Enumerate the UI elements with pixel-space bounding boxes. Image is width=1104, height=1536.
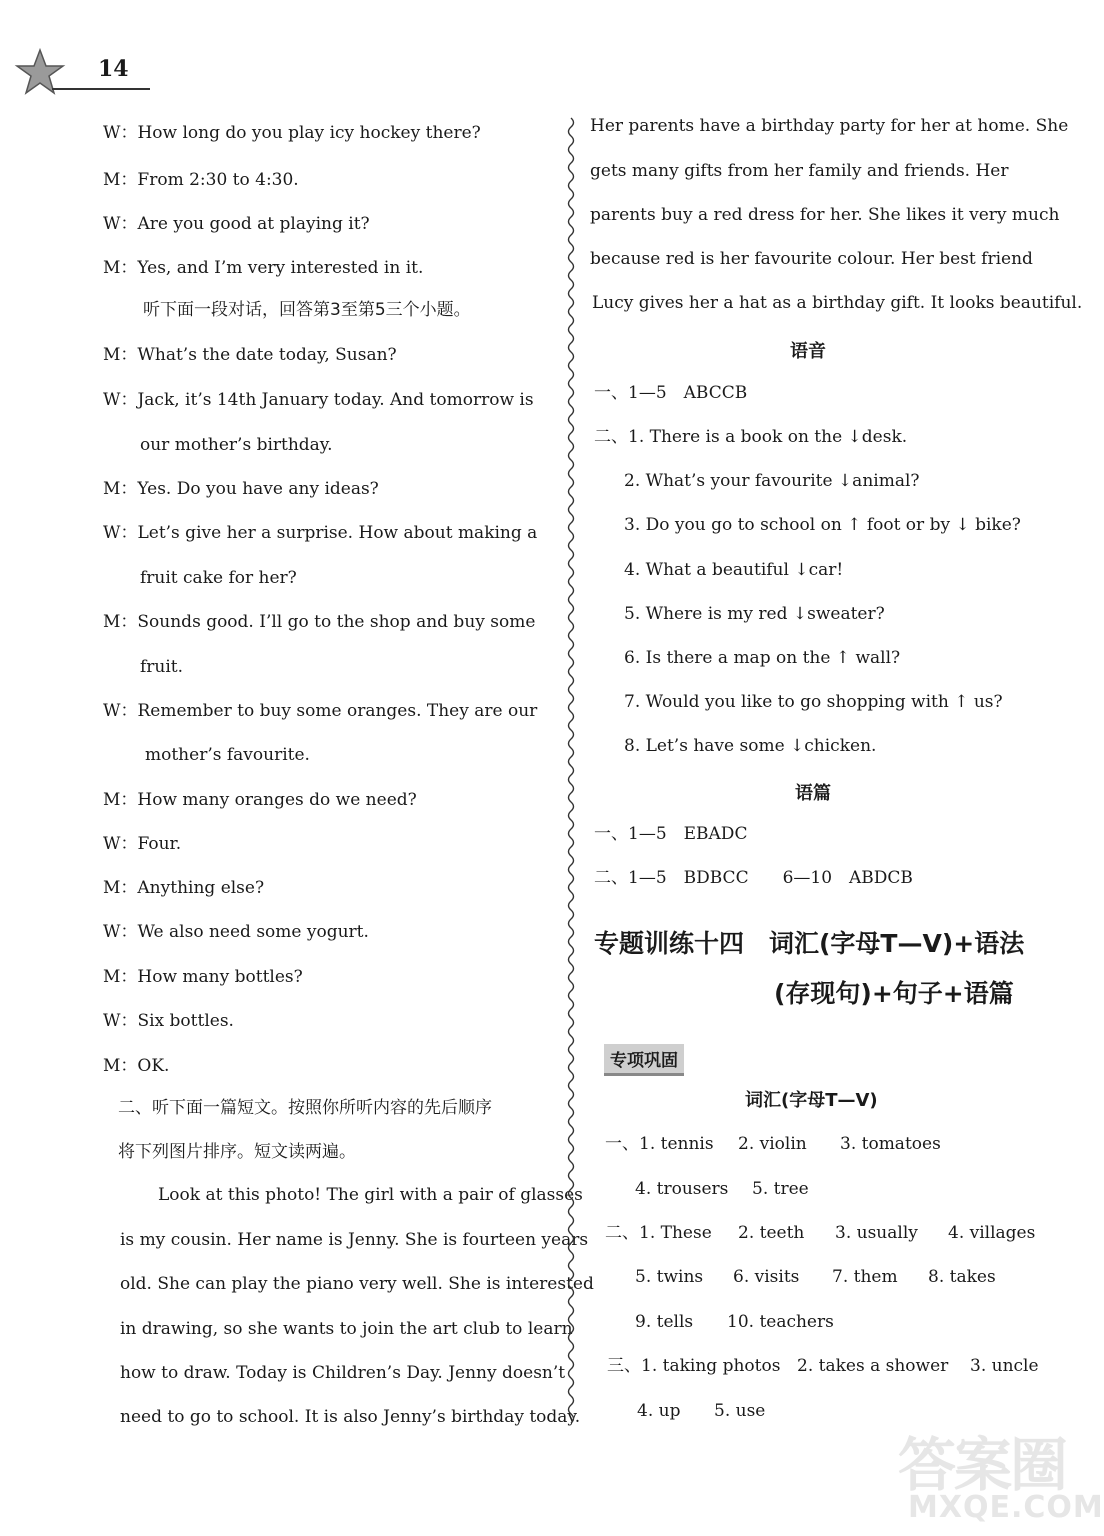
answer-item: 3. usually: [835, 1223, 918, 1243]
text-line: is my cousin. Her name is Jenny. She is fourteen years: [120, 1230, 589, 1250]
text-line: in drawing, so she wants to join the art club to learn: [120, 1319, 573, 1339]
text-line: W：We also need some yogurt.: [103, 922, 369, 942]
answer-line: 5. Where is my red ↓sweater?: [624, 604, 885, 624]
vocab-heading: 词汇(字母T—V): [745, 1090, 878, 1111]
text-line: W：Jack, it’s 14th January today. And tomorrow is: [103, 390, 534, 410]
text-line: 二、听下面一篇短文。按照你所听内容的先后顺序: [118, 1098, 492, 1118]
watermark-logo: [898, 1418, 1104, 1530]
answer-item: 7. them: [832, 1267, 898, 1287]
text-line: M：Yes. Do you have any ideas?: [103, 479, 379, 499]
text-line: Her parents have a birthday party for her at home. She: [590, 116, 1069, 136]
answer-line: 8. Let’s have some ↓chicken.: [624, 736, 877, 756]
text-line: W：Are you good at playing it?: [103, 214, 370, 234]
answer-item: 4. villages: [948, 1223, 1036, 1243]
answer-item: 三、1. taking photos: [607, 1356, 781, 1376]
answer-item: 2. teeth: [738, 1223, 805, 1243]
section-heading: 语音: [790, 341, 826, 362]
answer-item: 5. use: [714, 1401, 766, 1421]
text-line: gets many gifts from her family and friends. Her: [590, 161, 1009, 181]
text-line: because red is her favourite colour. Her best friend: [590, 249, 1033, 269]
answer-item: 3. uncle: [970, 1356, 1039, 1376]
text-line: fruit.: [140, 657, 184, 677]
text-line: 将下列图片排序。短文读两遍。: [118, 1142, 356, 1162]
watermark-url: MXQE.COM: [908, 1490, 1104, 1525]
text-line: W：Six bottles.: [103, 1011, 234, 1031]
answer-item: 10. teachers: [727, 1312, 834, 1332]
answer-item: 一、1. tennis: [605, 1134, 714, 1154]
text-line: Lucy gives her a hat as a birthday gift. It looks beautiful.: [592, 293, 1083, 313]
section-tag: 专项巩固: [604, 1044, 684, 1076]
text-line: M：What’s the date today, Susan?: [103, 345, 397, 365]
watermark-text: 答案圈: [898, 1431, 1067, 1499]
answer-line: 4. What a beautiful ↓car!: [624, 560, 844, 580]
answer-item: 5. tree: [752, 1179, 809, 1199]
header-rule: [52, 88, 150, 90]
text-line: M：OK.: [103, 1056, 170, 1076]
text-line: mother’s favourite.: [145, 745, 310, 765]
text-line: W：Four.: [103, 834, 182, 854]
answer-item: 5. twins: [635, 1267, 704, 1287]
answer-line: 2. What’s your favourite ↓animal?: [624, 471, 920, 491]
answer-line: 一、1—5 ABCCB: [594, 383, 748, 403]
text-line: fruit cake for her?: [140, 568, 297, 588]
answer-item: 2. violin: [738, 1134, 807, 1154]
star-icon: [15, 48, 65, 98]
answer-line: 二、1. There is a book on the ↓desk.: [594, 427, 908, 447]
text-line: our mother’s birthday.: [140, 435, 333, 455]
text-line: M：How many oranges do we need?: [103, 790, 417, 810]
answer-item: 4. trousers: [635, 1179, 729, 1199]
page-number: 14: [98, 56, 129, 82]
answer-item: 6. visits: [733, 1267, 800, 1287]
text-line: 听下面一段对话，回答第3至第5三个小题。: [143, 300, 471, 320]
text-line: W：How long do you play icy hockey there?: [103, 123, 481, 143]
answer-line: 6. Is there a map on the ↑ wall?: [624, 648, 901, 668]
text-line: need to go to school. It is also Jenny’s birthday today.: [120, 1407, 581, 1427]
answer-line: 7. Would you like to go shopping with ↑ us?: [624, 692, 1003, 712]
text-line: old. She can play the piano very well. She is interested: [120, 1274, 594, 1294]
answer-line: 二、1—5 BDBCC 6—10 ABDCB: [594, 868, 913, 888]
text-line: M：Anything else?: [103, 878, 265, 898]
answer-line: 一、1—5 EBADC: [594, 824, 748, 844]
column-divider: [560, 118, 582, 1423]
text-line: M：Yes, and I’m very interested in it.: [103, 258, 424, 278]
chapter-title-continued: (存现句)+句子+语篇: [774, 979, 1014, 1008]
answer-item: 3. tomatoes: [840, 1134, 941, 1154]
text-line: parents buy a red dress for her. She likes it very much: [590, 205, 1060, 225]
answer-line: 3. Do you go to school on ↑ foot or by ↓ bike?: [624, 515, 1021, 535]
answer-item: 2. takes a shower: [797, 1356, 949, 1376]
text-line: W：Remember to buy some oranges. They are our: [103, 701, 538, 721]
text-line: W：Let’s give her a surprise. How about making a: [103, 523, 538, 543]
answer-item: 8. takes: [928, 1267, 996, 1287]
text-line: Look at this photo! The girl with a pair of glasses: [158, 1185, 583, 1205]
answer-item: 4. up: [637, 1401, 681, 1421]
text-line: M：Sounds good. I’ll go to the shop and buy some: [103, 612, 536, 632]
text-line: M：How many bottles?: [103, 967, 303, 987]
answer-item: 9. tells: [635, 1312, 694, 1332]
section-heading: 语篇: [795, 783, 831, 804]
answer-item: 二、1. These: [605, 1223, 712, 1243]
text-line: M：From 2:30 to 4:30.: [103, 170, 299, 190]
text-line: how to draw. Today is Children’s Day. Jenny doesn’t: [120, 1363, 566, 1383]
chapter-title: 专题训练十四 词汇(字母T—V)+语法: [594, 929, 1025, 958]
